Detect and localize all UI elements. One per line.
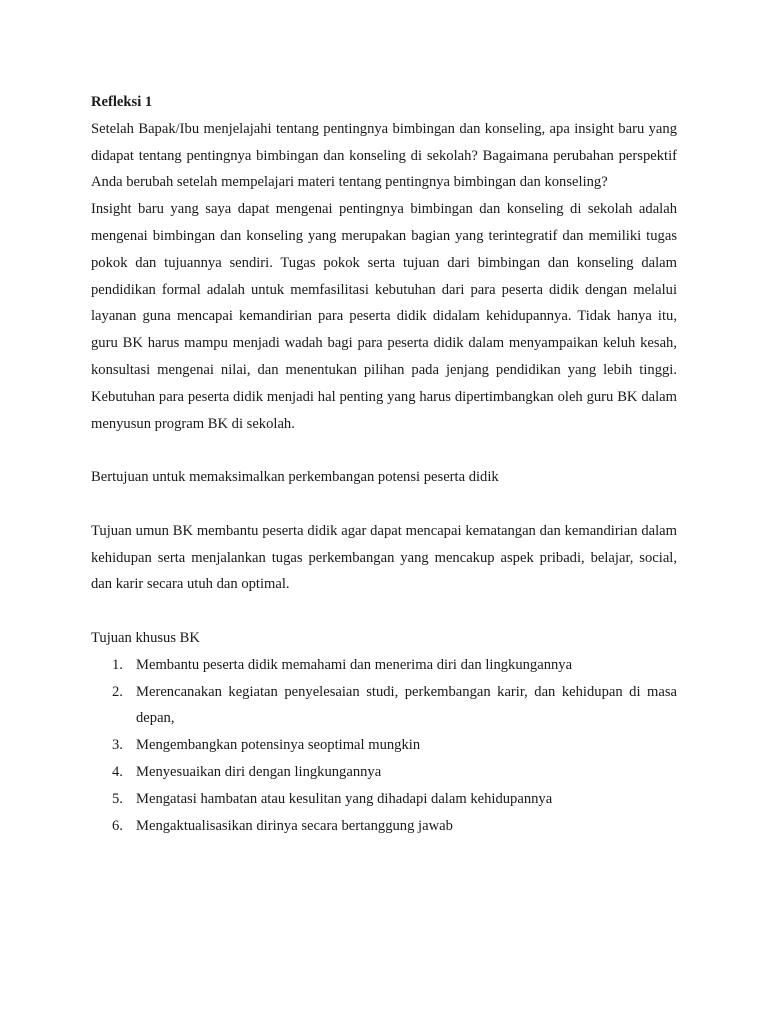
- list-item: [91, 813, 677, 840]
- list-item: [91, 732, 677, 759]
- specific-goals-list: [91, 652, 677, 840]
- list-item-number: 3.: [112, 737, 123, 754]
- list-item-number: 4.: [112, 763, 123, 780]
- document-title: Refleksi 1: [91, 94, 153, 110]
- list-item: [91, 652, 677, 679]
- spacer: [91, 491, 677, 518]
- list-item-text: Mengaktualisasikan dirinya secara bertanggung jawab: [136, 817, 453, 834]
- reflection-answer: Insight baru yang saya dapat mengenai pentingnya bimbingan dan konseling di sekolah adalah mengenai bimbingan dan konseling yang merupakan bagian yang terintegratif dan memiliki tugas pokok dan tujuannya sendiri. Tugas pokok serta tujuan dari bimbingan dan konseling dalam pendidikan formal adalah untuk memfasilitasi kebutuhan dari para peserta didik dengan melalui layanan guna mencapai kemandirian para peserta didik didalam kehidupannya. Tidak hanya itu, guru BK harus mampu menjadi wadah bagi para peserta didik dalam menyampaikan keluh kesah, konsultasi mengenai nilai, dan menentukan pilihan pada jenjang pendidikan yang lebih tinggi. Kebutuhan para peserta didik menjadi hal penting yang harus dipertimbangkan oleh guru BK dalam menyusun program BK di sekolah.: [91, 201, 677, 432]
- list-item-number: 5.: [112, 790, 123, 807]
- list-item-number: 6.: [112, 817, 123, 834]
- list-item-number: 1.: [112, 656, 123, 673]
- list-item-text: Merencanakan kegiatan penyelesaian studi, perkembangan karir, dan kehidupan di masa depan,: [136, 683, 677, 727]
- list-item-text: Mengatasi hambatan atau kesulitan yang dihadapi dalam kehidupannya: [136, 790, 553, 807]
- purpose-statement: Bertujuan untuk memaksimalkan perkembangan potensi peserta didik: [91, 469, 499, 486]
- specific-goals-heading: Tujuan khusus BK: [91, 629, 200, 646]
- spacer: [91, 598, 677, 625]
- list-item: [91, 786, 677, 813]
- list-item-text: Menyesuaikan diri dengan lingkungannya: [136, 763, 382, 780]
- spacer: [91, 437, 677, 464]
- list-item-text: Membantu peserta didik memahami dan menerima diri dan lingkungannya: [136, 656, 573, 673]
- document-page: [91, 89, 677, 839]
- list-item-text: Mengembangkan potensinya seoptimal mungkin: [136, 737, 421, 754]
- list-item-number: 2.: [112, 683, 123, 700]
- list-item: [91, 759, 677, 786]
- list-item: [91, 679, 677, 733]
- reflection-question: Setelah Bapak/Ibu menjelajahi tentang pentingnya bimbingan dan konseling, apa insight baru yang didapat tentang pentingnya bimbingan dan konseling di sekolah? Bagaimana perubahan perspektif Anda berubah setelah mempelajari materi tentang pentingnya bimbingan dan konseling?: [91, 120, 677, 191]
- general-goal-paragraph: Tujuan umun BK membantu peserta didik agar dapat mencapai kematangan dan kemandirian dalam kehidupan serta menjalankan tugas perkembangan yang mencakup aspek pribadi, belajar, social, dan karir secara utuh dan optimal.: [91, 522, 677, 593]
